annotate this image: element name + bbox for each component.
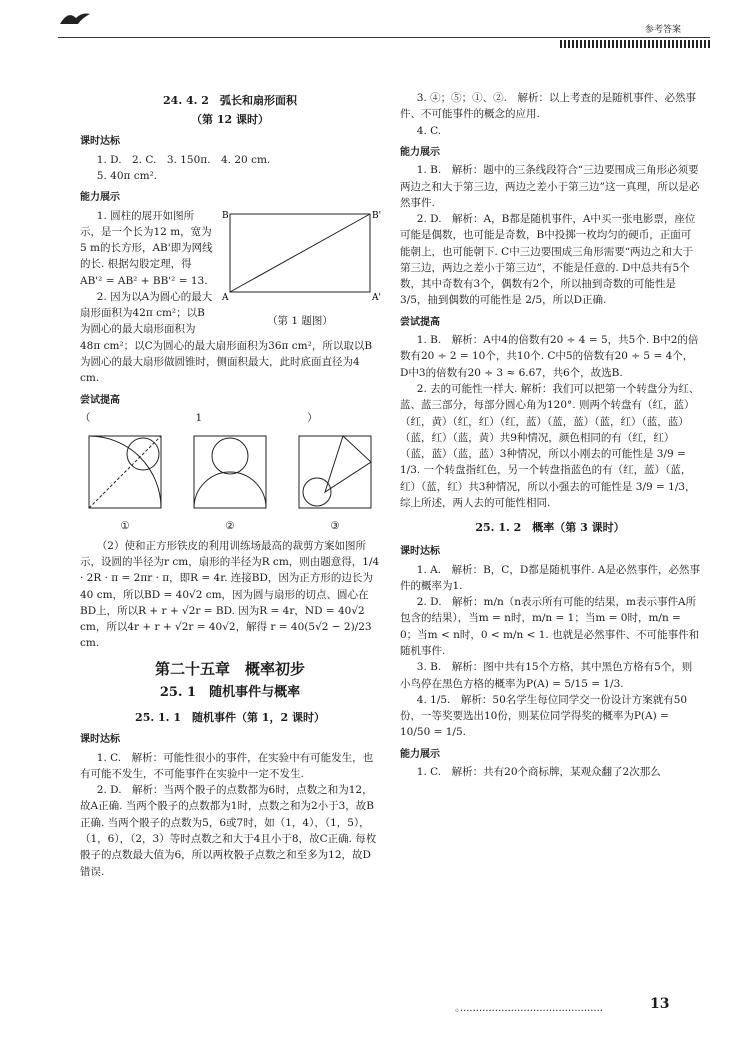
label-nengli: 能力展示 <box>400 146 440 158</box>
answer-para: 1. A. 解析：B，C，D都是随机事件. A是必然事件，必然事件的概率为1. <box>400 563 700 592</box>
answer-bracket: （ 1 ） <box>80 412 318 425</box>
answer-para: 3. B. 解析：图中共有15个方格，其中黑色方格有5个，则小鸟停在黑色方格的概率为P(A) = 5/15 = 1/3. <box>400 661 693 690</box>
answer-para: 2. D. 解析：m/n（n表示所有可能的结果，m表示事件A所包含的结果），当m = n时，m/n = 1；当m = 0时，m/n = 0；当m < n时，0 < m/n < 1. 也就是必然事件、不可能事件和随机事件. <box>400 596 700 657</box>
section-title: 24. 4. 2 弧长和扇形面积 <box>163 94 297 107</box>
svg-text:A': A' <box>372 292 381 303</box>
label-ketang: 课时达标 <box>80 136 120 148</box>
answer-para: 2. D. 解析：当两个骰子的点数都为6时，点数之和为12，故A正确. 当两个骰子的点数都为1时，点数之和为2小于3，故B正确. 当两个骰子的点数为5，6或7时，如（1，4），（1，5），（1，6），（2，3）等时点数之和大于4且小于8，故C正确. 每枚骰子的点数最大值为6，所以两枚骰子点数之和至多为12，故D错误. <box>80 784 377 878</box>
rectangle-diagram <box>220 208 380 308</box>
svg-text:B: B <box>222 210 229 221</box>
page-number: 13 <box>650 996 670 1012</box>
answer-para: 2. 去的可能性一样大. 解析：我们可以把第一个转盘分为红、蓝、蓝三部分，每部分圆心角为120°. 则两个转盘有（红，蓝）（红，黄）（红，红）（红，蓝）（蓝，蓝）（蓝，红）（蓝，蓝）（蓝，红）（蓝，黄）共9种情况，颜色相同的有（红，红）（蓝，蓝）（蓝，蓝）3种情况，所以小刚去的可能性是 3/9 = 1/3. 一个转盘指红色，另一个转盘指蓝色的有（红，蓝）（蓝，红）（蓝，红）共3种情况，所以小强去的可能性是 3/9 = 1/3，综上所述，两人去的可能性相同. <box>400 382 700 509</box>
label-ketang: 课时达标 <box>400 546 440 558</box>
header-barcode <box>560 40 710 48</box>
answer-line: 5. 40π cm². <box>96 169 158 182</box>
label-ketang: 课时达标 <box>80 734 120 746</box>
figure-square-2 <box>185 432 275 534</box>
svg-text:B': B' <box>372 210 382 221</box>
answer-para: 4. 1/5. 解析：50名学生每位同学交一份设计方案就有50份，一等奖要选出10份，则某位同学得奖的概率为P(A) = 10/50 = 1/5. <box>400 693 688 739</box>
svg-text:A: A <box>222 292 229 303</box>
answer-line: 1. D. 2. C. 3. 150π. 4. 20 cm. <box>96 153 271 166</box>
figure-caption: （第 1 题图） <box>267 314 333 327</box>
figure-label: ③ <box>330 519 340 532</box>
header-title: 参考答案 <box>645 25 682 35</box>
figure-square-3 <box>290 432 380 534</box>
section-subtitle: （第 12 课时） <box>191 113 269 127</box>
figure-label: ② <box>225 519 235 532</box>
label-nengli: 能力展示 <box>400 748 440 760</box>
bird-logo-icon <box>58 8 92 28</box>
answer-para: 3. ④；⑤；①、②. 解析：以上考查的是随机事件、必然事件、不可能事件的概念的应用. <box>400 92 696 121</box>
label-changshi: 尝试提高 <box>80 394 120 406</box>
answer-para: 1. 圆柱的展开如图所示，是一个长为12 m，宽为5 m的长方形，AB'即为网线的长. 根据勾股定理，得 AB'² = AB² + BB'² = 13. <box>80 209 213 287</box>
label-nengli: 能力展示 <box>80 192 120 204</box>
figure-rectangle <box>220 208 380 330</box>
answer-para: 1. C. 解析：可能性很小的事件，在实验中有可能发生，也有可能不发生，不可能事件在实验中一定不发生. <box>80 751 374 780</box>
answer-para: 2. D. 解析：A，B都是随机事件，A中买一张电影票，座位可能是偶数，也可能是奇数，B中投掷一枚均匀的硬币，正面可能朝上，也可能朝下. C中三边要围成三角形需要“两边之和大于第三边，两边之差小于第三边”，不能是任意的. D中总共有5个数，其中奇数有3个，偶数有2个，所以抽到奇数的可能性是 3/5，抽到偶数的可能性是 2/5，所以D正确. <box>400 213 696 307</box>
chapter-title: 第二十五章 概率初步 <box>154 659 305 678</box>
answer-para: 1. B. 解析：题中的三条线段符合“三边要围成三角形必须要两边之和大于第三边，两边之差小于第三边”这一真理，所以是必然事件. <box>400 164 700 209</box>
label-changshi: 尝试提高 <box>400 316 440 328</box>
right-column <box>400 90 700 780</box>
figure-label: ① <box>120 519 130 532</box>
subsection-heading: 25. 1. 1 随机事件（第 1，2 课时） <box>135 711 325 725</box>
answer-para: 1. B. 解析：A中4的倍数有20 ÷ 4 = 5，共5个. B中2的倍数有20 ÷ 2 = 10个，共10个. C中5的倍数有20 ÷ 5 = 4个，D中3的倍数有20 ÷ 3 ≈ 6.67，共6个，故选B. <box>400 334 699 379</box>
section-heading: 25. 1 随机事件与概率 <box>159 684 301 700</box>
figure-square-1 <box>80 432 170 534</box>
header-rule <box>58 37 710 38</box>
figure-squares <box>80 432 380 534</box>
answer-para: （2）使和正方形铁皮的利用训练场最高的裁剪方案如图所示，设圆的半径为r cm，扇形的半径为R cm，则由题意得，1/4 · 2R · π = 2πr · π，即R = 4r. 连接BD，因为正方形的边长为40 cm，所以BD = 40√2 cm，因为圆与扇形的切点、圆心在BD上，所以R + r + √2r = BD. 因为R = 4r，ND = 40√2 cm，所以4r + r + √2r = 40√2，解得 r = 40(5√2 − 2)/23 cm. <box>80 539 380 650</box>
answer-para: 1. C. 解析：共有20个商标牌，某观众翻了2次那么 <box>416 766 661 779</box>
answer-para: 2. 因为以A为圆心的最大扇形面积为42π cm²；以B为圆心的最大扇形面积为48π cm²；以C为圆心的最大扇形面积为36π cm²，所以取以B为圆心的最大扇形做圆锥时，侧面积最大，此时底面直径为4 cm. <box>80 290 373 385</box>
subsection-heading: 25. 1. 2 概率（第 3 课时） <box>475 521 625 535</box>
footer-dots: ◦············································· <box>454 1006 603 1017</box>
left-column <box>80 90 380 880</box>
answer-line: 4. C. <box>416 124 442 137</box>
